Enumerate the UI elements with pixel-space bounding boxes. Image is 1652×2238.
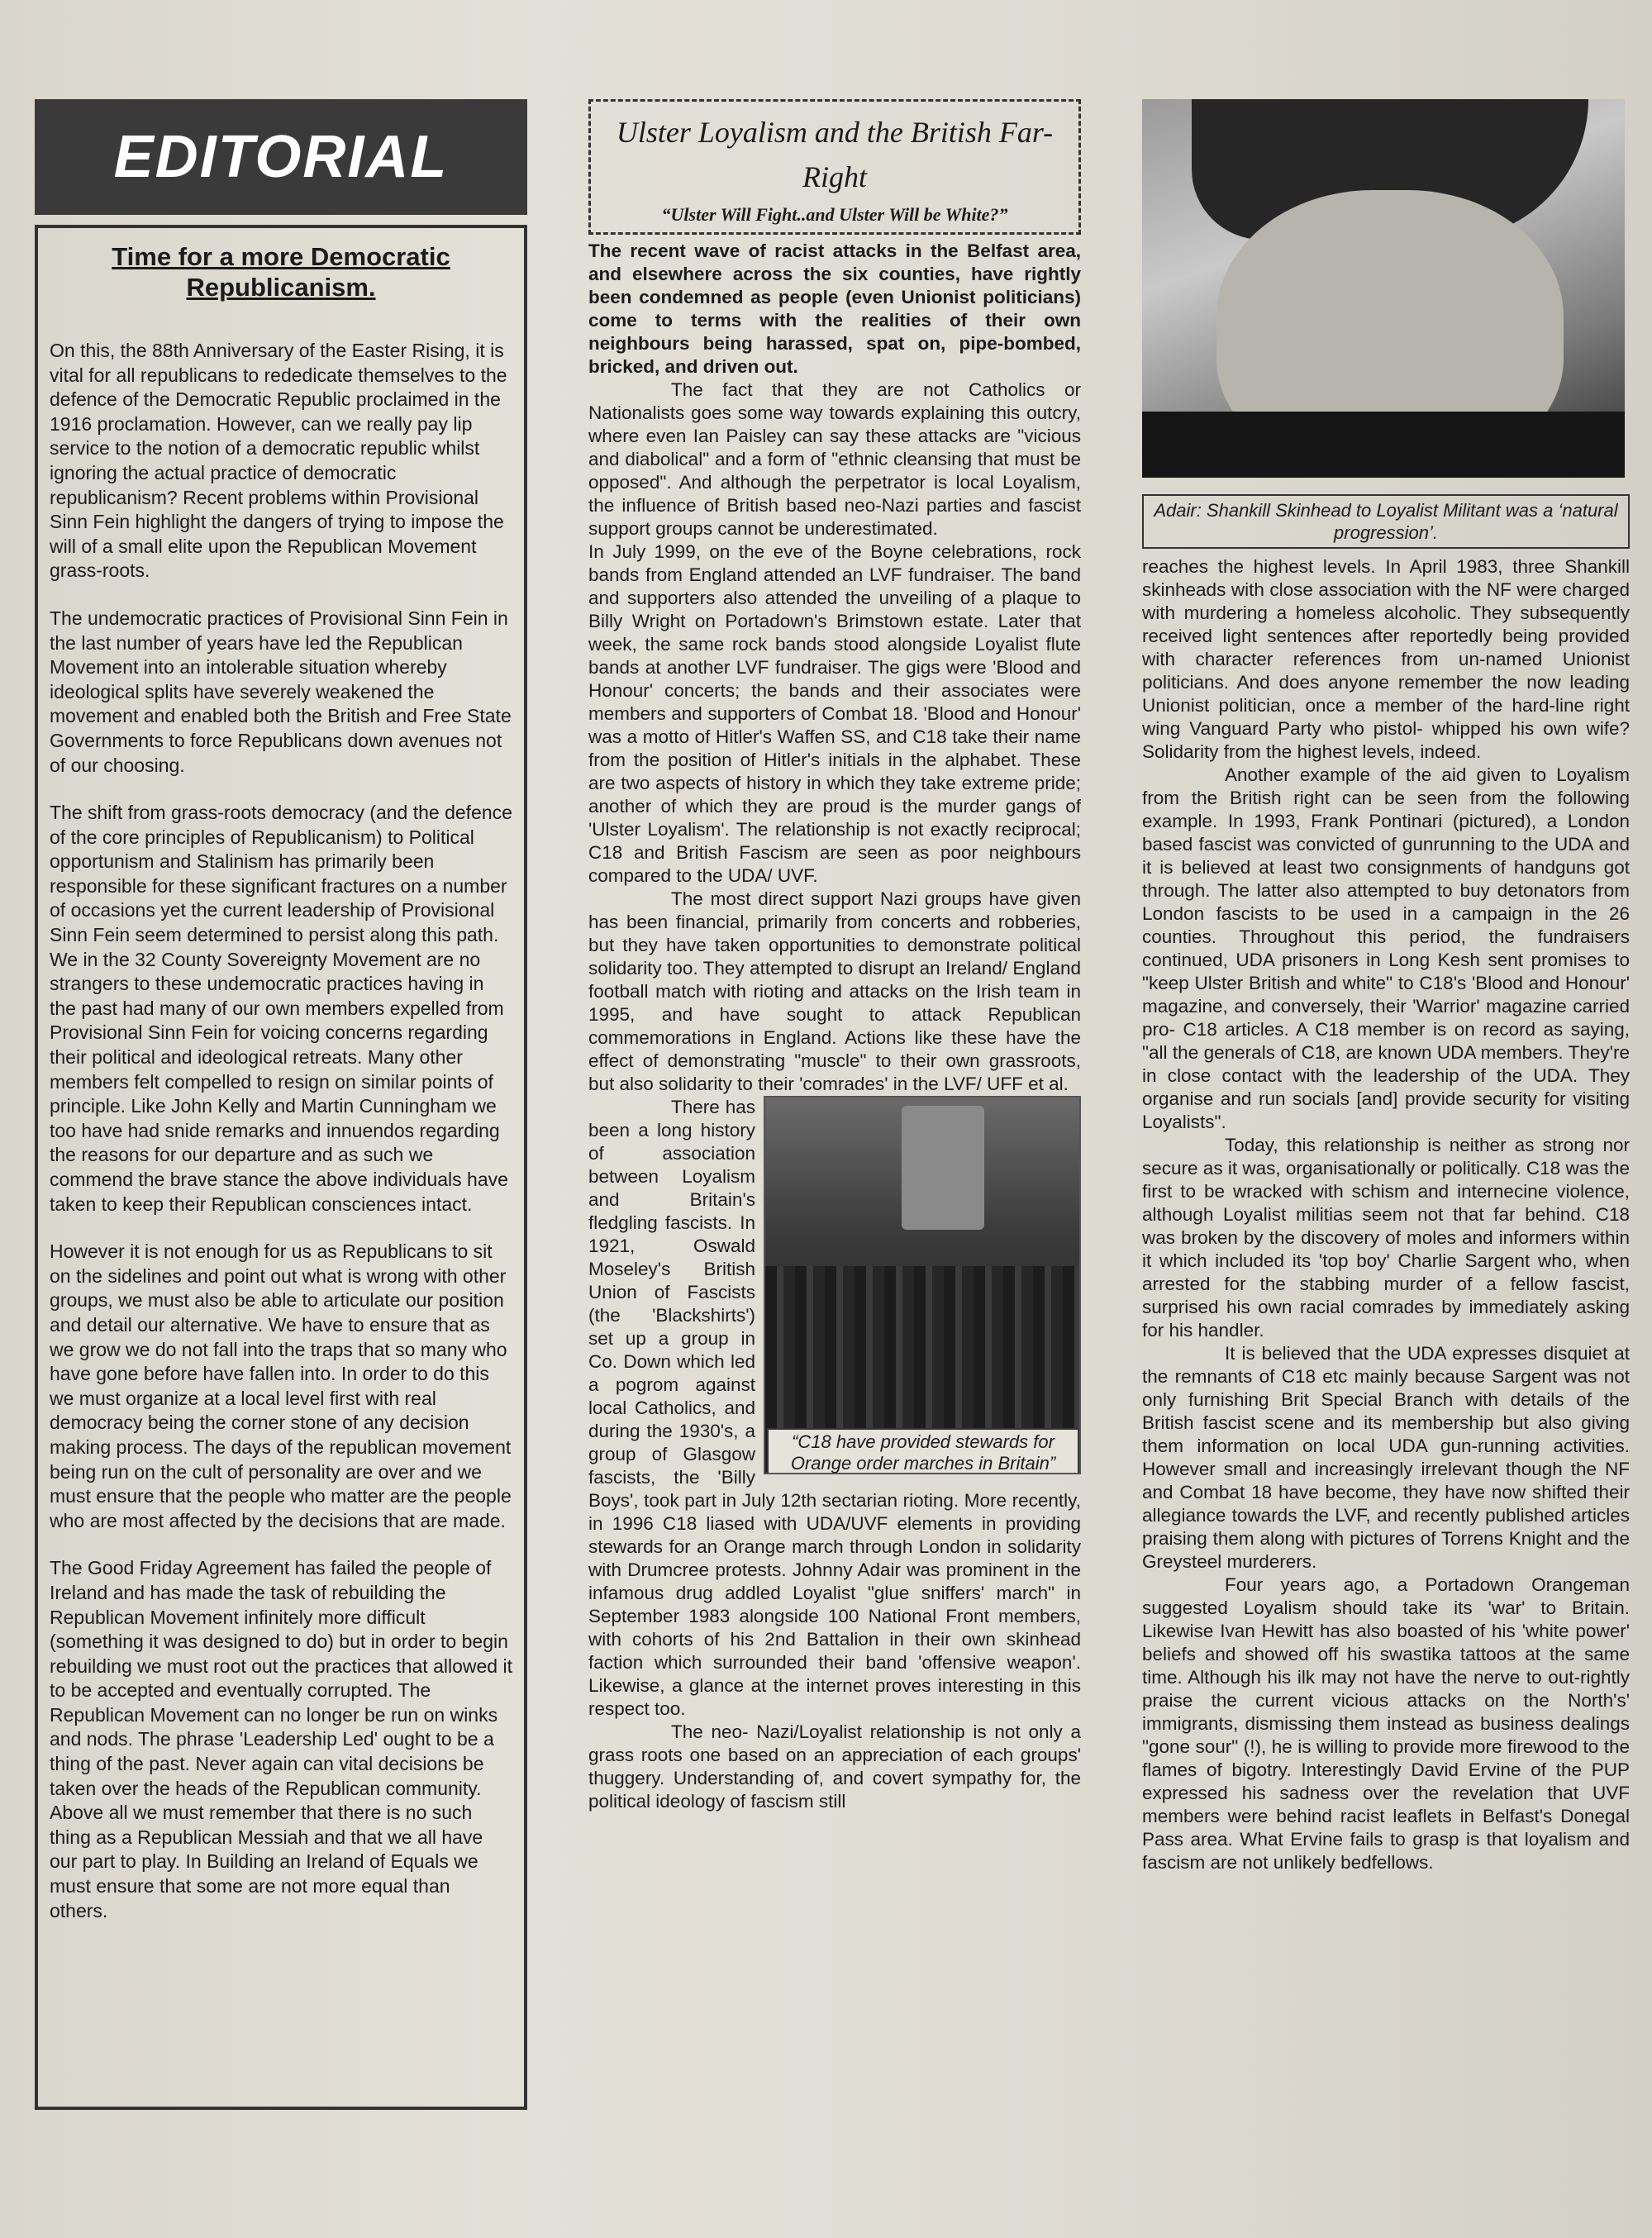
editorial-title: Time for a more Democratic Republicanism. (112, 242, 450, 302)
editorial-banner: EDITORIAL (35, 99, 527, 215)
shirt-image (1142, 412, 1625, 478)
article-paragraph: Today, this relationship is neither as strong nor secure as it was, organisationally or politically. C18 was the first to be wracked with schism and internecine violence, although Loyalist militias seem not that far behind. C18 was broken by the discovery of moles and informers within it which included its 'top boy' Charlie Sargent who, when arrested for the stabbing murder of a fellow fascist, surprised his own racial comrades by immediately asking for his handler. (1142, 1135, 1630, 1340)
article-headline: Ulster Loyalism and the British Far-Right (616, 116, 1054, 193)
editorial-paragraph: The shift from grass-roots democracy (and the defence of the core principles of Republicanism) to Political opportunism and Stalinism has primarily been responsible for these significant fractures on a number of occasions yet the current leadership of Provisional Sinn Fein seem determined to persist along this path. We in the 32 County Sovereignty Movement are no strangers to these undemocratic practices having in the past had many of our own members expelled from Provisional Sinn Fein for voicing concerns regarding their political and ideological retreats. Many other members felt compelled to resign on similar points of principle. Like John Kelly and Martin Cunningham we too have had snide remarks and innuendos regarding the reasons for our departure and as such we commend the brave stance the above individuals have taken to keep their Republican consciences intact. (50, 802, 512, 1215)
march-photo (764, 1096, 1081, 1474)
article-paragraph: Four years ago, a Portadown Orangeman suggested Loyalism should take its 'war' to Britain. Likewise Ivan Hewitt has also boasted of his 'white power' beliefs and showed off his swastika tattoos at the same time. Although his ilk may not have the nerve to out-rightly praise the current vicious attacks on the North's' immigrants, dismissing them instead as business dealings "gone sour" (!), he is willing to provide more firewood to the flames of bigotry. Interestingly David Ervine of the PUP expressed his sadness over the revelation that UVF members were behind racist leaflets in Belfast's Donegal Pass area. What Ervine fails to grasp is that loyalism and fascism are not unlikely bedfellows. (1142, 1574, 1630, 1873)
editorial-body (50, 339, 512, 1923)
article-paragraph: Another example of the aid given to Loyalism from the British right can be seen from the following example. In 1993, Frank Pontinari (pictured), a London based fascist was convicted of gunrunning to the UDA and it is believed at least two consignments of handguns got through. The latter also attempted to buy detonators from London fascists to be used in a campaign in the 26 counties. Throughout this period, the fundraisers continued, UDA prisoners in Long Kesh sent promises to "keep Ulster British and white" to C18's 'Blood and Honour' magazine, and conversely, their 'Warrior' magazine carried pro- C18 articles. A C18 member is on record as saying, "all the generals of C18, are known UDA members. They're in close contact with the leadership of the UDA. They organise and run socials [and] provide security for visiting Loyalists". (1142, 764, 1630, 1132)
article-paragraph: The fact that they are not Catholics or Nationalists goes some way towards explaining this outcry, where even Ian Paisley can say these attacks are "vicious and diabolical" and a form of "ethnic cleansing that must be opposed". And although the perpetrator is local Loyalism, the influence of British based neo-Nazi parties and fascist support groups cannot be underestimated. (588, 379, 1081, 539)
article-paragraph: The most direct support Nazi groups have given has been financial, primarily from concerts and robberies, but they have taken opportunities to demonstrate political solidarity too. They attempted to disrupt an Ireland/ England football match with rioting and attacks on the Irish team in 1995, and have sought to attack Republican commemorations in England. Actions like these have the effect of demonstrating "muscle" to their own grassroots, but also solidarity to their 'comrades' in the LVF/ UFF et al. (588, 888, 1081, 1094)
editorial-paragraph: The undemocratic practices of Provisional Sinn Fein in the last number of years have led the Republican Movement into an intolerable situation whereby ideological splits have severely weakened the movement and enabled both the British and Free State Governments to force Republicans down avenues not of our choosing. (50, 607, 512, 776)
article-paragraph: The neo- Nazi/Loyalist relationship is not only a grass roots one based on an appreciation of each groups' thuggery. Understanding of, and covert sympathy for, the political ideology of fascism still (588, 1721, 1081, 1812)
editorial-paragraph: The Good Friday Agreement has failed the people of Ireland and has made the task of rebuilding the Republican Movement infinitely more difficult (something it was designed to do) but in order to begin rebuilding we must root out the practices that allowed it to be accepted and eventually corrupted. The Republican Movement can no longer be run on winks and nods. The phrase 'Leadership Led' ought to be a thing of the past. Never again can vital decisions be taken over the heads of the Republican community. Above all we must remember that there is no such thing as a Republican Messiah and that we all have our part to play. In Building an Ireland of Equals we must ensure that some are not more equal than others. (50, 1557, 512, 1921)
orange-banner-image (902, 1106, 984, 1230)
article-paragraph: There has been a long history of association between Loyalism and Britain's fledgling fascists. In 1921, Oswald Moseley's British Union of Fascists (the 'Blackshirts') set up a group in Co. Down which led a pogrom against local Catholics, and during the 1930's, a group of Glasgow fascists, the 'Billy Boys', took part in July 12th sectarian rioting. More recently, in 1996 C18 liased with UDA/UVF elements in providing stewards for an Orange march through London in solidarity with Drumcree protests. Johnny Adair was prominent in the infamous drug addled Loyalist "glue sniffers' march" in September 1983 alongside 100 National Front members, with cohorts of his 2nd Battalion in their own skinhead faction which surrounded their band 'offensive weapon'. Likewise, a glance at the internet proves interesting in this respect too. (588, 1097, 1081, 1719)
article-body-col2 (588, 379, 1081, 1813)
article-lead: The recent wave of racist attacks in the Belfast area, and elsewhere across the six counties, have rightly been condemned as people (even Unionist politicians) come to terms with the realities of their own neighbours being harassed, spat on, pipe-bombed, bricked, and driven out. (588, 240, 1081, 377)
adair-photo (1142, 99, 1625, 478)
article-body-col3 (1142, 555, 1630, 1874)
article-column-3 (1142, 99, 1630, 1874)
editorial-paragraph: On this, the 88th Anniversary of the Easter Rising, it is vital for all republicans to rededicate themselves to the defence of the Democratic Republic proclaimed in the 1916 proclamation. However, can we really pay lip service to the notion of a democratic republic whilst ignoring the actual practice of democratic republicanism? Recent problems within Provisional Sinn Fein highlight the dangers of trying to impose the will of a small elite upon the Republican Movement grass-roots. (50, 340, 507, 582)
article-paragraph: In July 1999, on the eve of the Boyne celebrations, rock bands from England attended an LVF fundraiser. The band and supporters also attended the unveiling of a plaque to Billy Wright on Portadown's Brimstown estate. Later that week, the same rock bands stood alongside Loyalist flute bands at another LVF fundraiser. The gigs were 'Blood and Honour' concerts; the bands and their associates were members and supporters of Combat 18. 'Blood and Honour' was a motto of Hitler's Waffen SS, and C18 take their name from the position of Hitler's initials in the alphabet. These are two aspects of history in which they take extreme pride; another of which they are proud is the murder gangs of 'Ulster Loyalism'. The relationship is not exactly reciprocal; C18 and British Fascism are seen as poor neighbours compared to the UDA/ UVF. (588, 541, 1081, 886)
article-column-2 (588, 99, 1081, 1813)
article-subhead: “Ulster Will Fight..and Ulster Will be White?” (661, 204, 1008, 225)
editorial-column (35, 99, 527, 2110)
article-paragraph: It is believed that the UDA expresses disquiet at the remnants of C18 etc mainly because Sargent was not only furnishing Brit Special Branch with details of the British fascist scene and its membership but also giving them information on local UDA gun-running activities. However small and increasingly irrelevant though the NF and Combat 18 have become, they have now shifted their allegiance towards the LVF, and recently published articles praising them along with pictures of Torrens Knight and the Greysteel murderers. (1142, 1343, 1630, 1572)
headline-box (588, 99, 1081, 235)
article-paragraph: reaches the highest levels. In April 1983, three Shankill skinheads with close association with the NF were charged with murdering a homeless alcoholic. They subsequently received light sentences after reportedly being provided with character references from un-named Unionist politicians. And does anyone remember the now leading Unionist politician, once a member of the hard-line right wing Vanguard Party who pistol- whipped his own wife? Solidarity from the highest levels, indeed. (1142, 556, 1630, 762)
march-photo-caption: “C18 have provided stewards for Orange order marches in Britain” (767, 1428, 1079, 1474)
photo-wrap (588, 1096, 1081, 1721)
editorial-paragraph: However it is not enough for us as Republicans to sit on the sidelines and point out what is wrong with other groups, we must also be able to articulate our position and detail our alternative. We have to ensure that as we grow we do not fall into the traps that so many who have gone before have fallen into. In order to do this we must organize at a local level first with real democracy being the corner stone of any decision making process. The days of the republican movement being run on the cult of personality are over and we must ensure that the people who matter are the people who are most affected by the decisions that are made. (50, 1240, 512, 1531)
editorial-box (35, 225, 527, 2110)
adair-photo-caption: Adair: Shankill Skinhead to Loyalist Militant was a ‘natural progression’. (1142, 494, 1630, 549)
